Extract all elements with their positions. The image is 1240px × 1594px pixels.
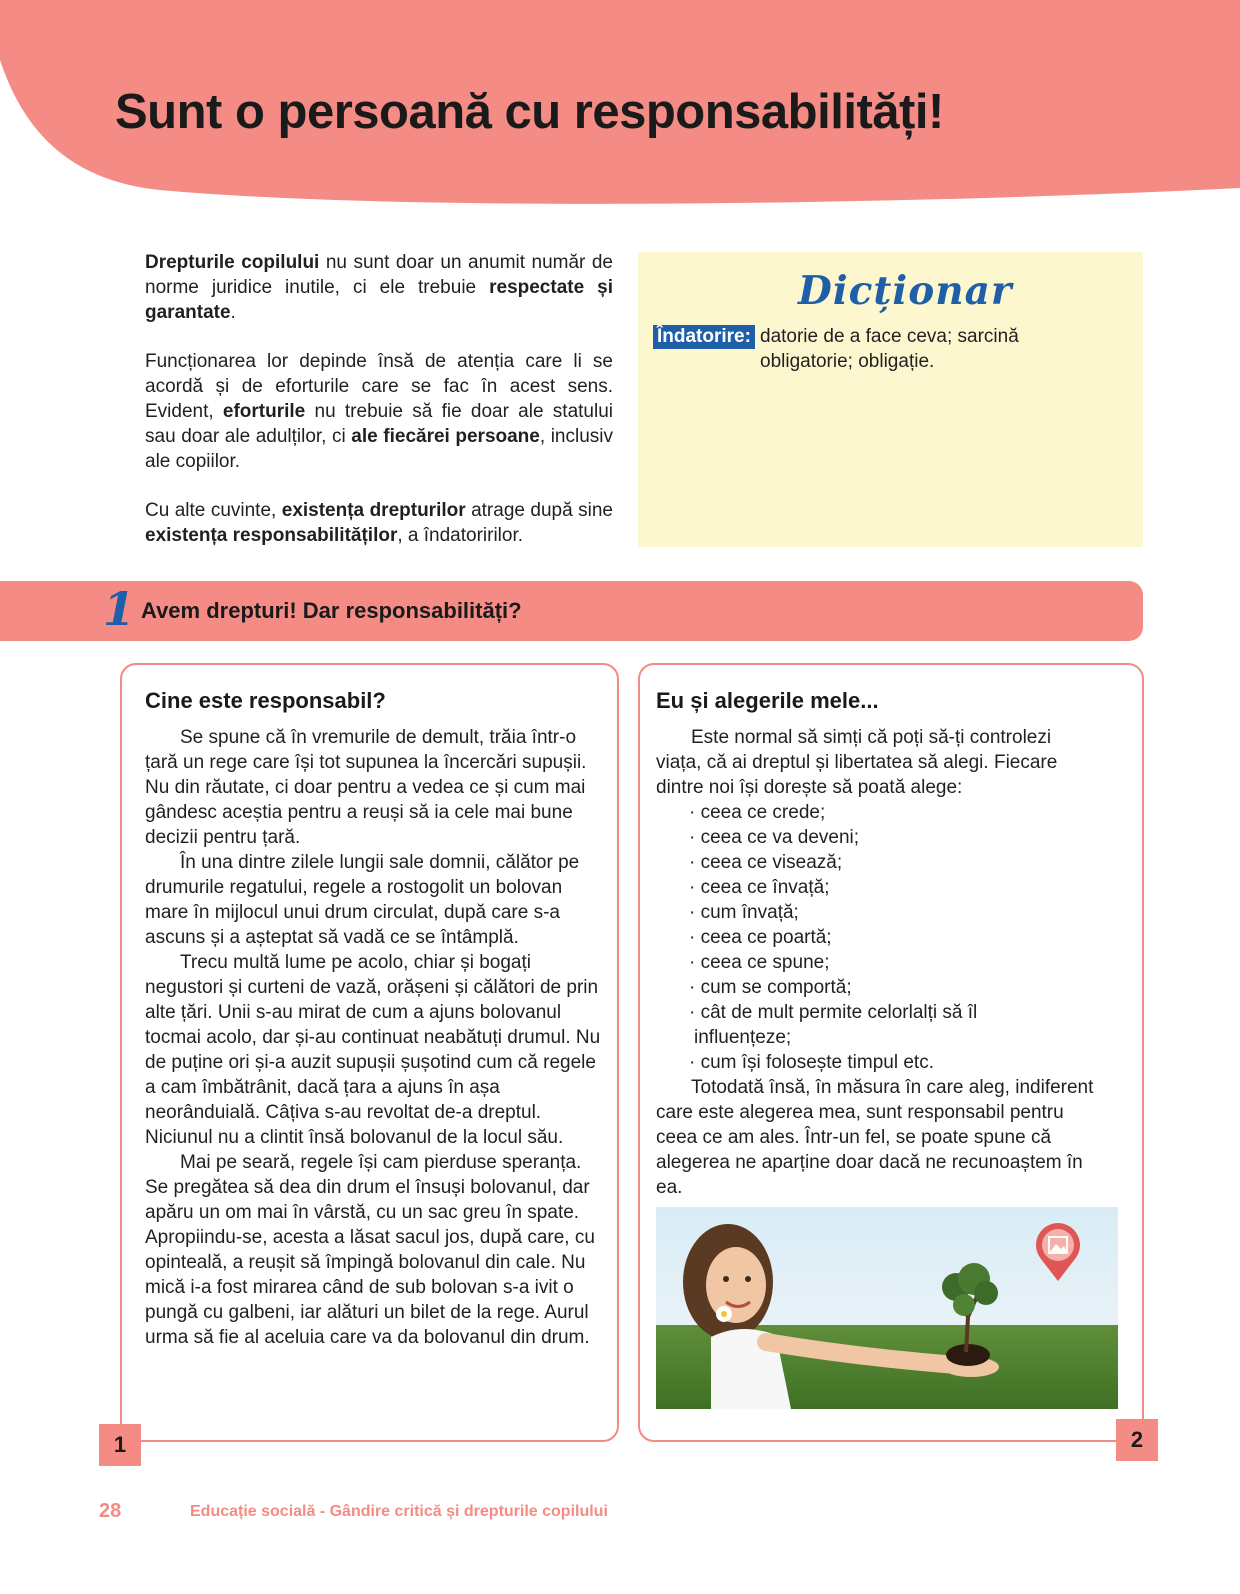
- intro-paragraph-2: [145, 349, 613, 474]
- column-number-badge: 2: [1116, 1419, 1158, 1461]
- list-item: · ceea ce spune;: [689, 952, 830, 973]
- column-number-badge: 1: [99, 1424, 141, 1466]
- story-paragraph: Trecu multă lume pe acolo, chiar și bogați negustori și curteni de vază, orășeni și călători de prin alte țări. Unii s-au mirat de cum a ajuns bolovanul tocmai acolo, dar și-au continuat neabătuți drumul. Nu de puține ori și-a auzit supușii șușotind cum că regele a cam îmbătrânit, dacă țara a ajuns în așa neorânduială. Câțiva s-au revoltat de-a dreptul. Niciunul nu a clintit însă bolovanul de la locul său.: [145, 952, 601, 1148]
- text-run: Cu alte cuvinte,: [145, 500, 282, 521]
- text-run: nu sunt doar un anumit număr de norme juridice inutile, ci ele trebuie: [145, 252, 613, 298]
- text-run: , a îndatoririlor.: [397, 525, 524, 546]
- story-paragraph: Se spune că în vremurile de demult, trăia într-o țară un rege care își tot supunea la încercări supușii. Nu din răutate, ci doar pentru a vedea ce și cum mai gândesc aceștia pentru a reuși să ia cele mai bune decizii pentru țară.: [145, 727, 587, 848]
- list-item: · ceea ce învață;: [689, 877, 830, 898]
- text-run: atrage după sine: [465, 500, 613, 521]
- section-number: 1: [103, 582, 136, 636]
- image-pin-icon[interactable]: [1033, 1223, 1083, 1283]
- choices-intro: Este normal să simți că poți să-ți controlezi viața, că ai dreptul și libertatea să alegi. Fiecare dintre noi își dorește să poată alege:: [656, 727, 1058, 798]
- list-item: · ceea ce va deveni;: [689, 827, 860, 848]
- dictionary-term: Îndatorire:: [653, 325, 755, 349]
- dictionary-definition: datorie de a face ceva; sarcină obligatorie; obligație.: [760, 326, 1019, 372]
- bold-phrase: ale fiecărei persoane: [351, 426, 540, 447]
- bold-phrase: existența responsabilităților: [145, 525, 398, 546]
- intro-paragraph-1: [145, 250, 613, 325]
- list-item: · cum se comportă;: [689, 977, 852, 998]
- text-run: , inclusiv ale copiilor.: [145, 426, 613, 472]
- list-item: · ceea ce visează;: [689, 852, 843, 873]
- list-item: · cum își folosește timpul etc.: [689, 1052, 934, 1073]
- story-paragraph: În una dintre zilele lungii sale domnii, călător pe drumurile regatului, regele a rostogolit un bolovan mare în mijlocul unui drum circulat, după care s-a ascuns și a așteptat să vadă ce se întâmplă.: [145, 852, 580, 948]
- list-item: · ceea ce poartă;: [689, 927, 832, 948]
- bold-phrase: Drepturile copilului: [145, 252, 320, 273]
- choices-closing: Totodată însă, în măsura în care aleg, indiferent care este alegerea mea, sunt responsabil pentru ceea ce am ales. Într-un fel, se poate spune că alegerea ne aparține doar dacă ne recunoaștem în ea.: [656, 1077, 1094, 1198]
- text-run: nu trebuie să fie doar ale statului sau doar ale adulților, ci: [145, 401, 613, 447]
- list-item: · cum învață;: [689, 902, 799, 923]
- list-item: influențeze;: [694, 1027, 792, 1048]
- girl-with-tree-photo: [656, 1207, 1118, 1409]
- page-title: Sunt o persoană cu responsabilități!: [115, 85, 944, 139]
- bold-phrase: existența drepturilor: [281, 500, 466, 521]
- choices-list: [656, 800, 1098, 1075]
- choices-heading: Eu și alegerile mele...: [656, 688, 879, 713]
- text-run: .: [230, 302, 236, 323]
- choices-column: [656, 688, 1098, 1200]
- intro-paragraph-3: [145, 498, 613, 548]
- dictionary-title: Dicționar: [798, 268, 1013, 314]
- intro-text: [145, 250, 613, 572]
- dictionary-box: [638, 252, 1143, 547]
- story-heading: Cine este responsabil?: [145, 688, 386, 713]
- footer-book-title: Educație socială - Gândire critică și drepturile copilului: [190, 1503, 608, 1520]
- story-column: [145, 688, 605, 1350]
- story-paragraph: Mai pe seară, regele își cam pierduse speranța. Se pregătea să dea din drum el însuși bolovanul, dar apăru un om mai în vârstă, cu un sac greu în spate. Apropiindu-se, acesta a lăsat sacul jos, după care, cu opinteală, a reușit să împingă bolovanul din cale. Nu mică i-a fost mirarea când de sub bolovan s-a ivit o pungă cu galbeni, iar alături un bilet de la rege. Aurul urma să fie al aceluia care va da bolovanul din drum.: [145, 1152, 595, 1348]
- bold-phrase: respectate și garantate: [145, 277, 614, 323]
- list-item: · ceea ce crede;: [689, 802, 826, 823]
- section-title: Avem drepturi! Dar responsabilități?: [141, 598, 522, 623]
- footer-page-number: 28: [99, 1500, 122, 1522]
- text-run: Funcționarea lor depinde însă de atenția care li se acordă și de eforturile care se fac în acest sens. Evident,: [145, 351, 613, 422]
- bold-phrase: eforturile: [222, 401, 306, 422]
- list-item: · cât de mult permite celorlalți să îl: [689, 1002, 978, 1023]
